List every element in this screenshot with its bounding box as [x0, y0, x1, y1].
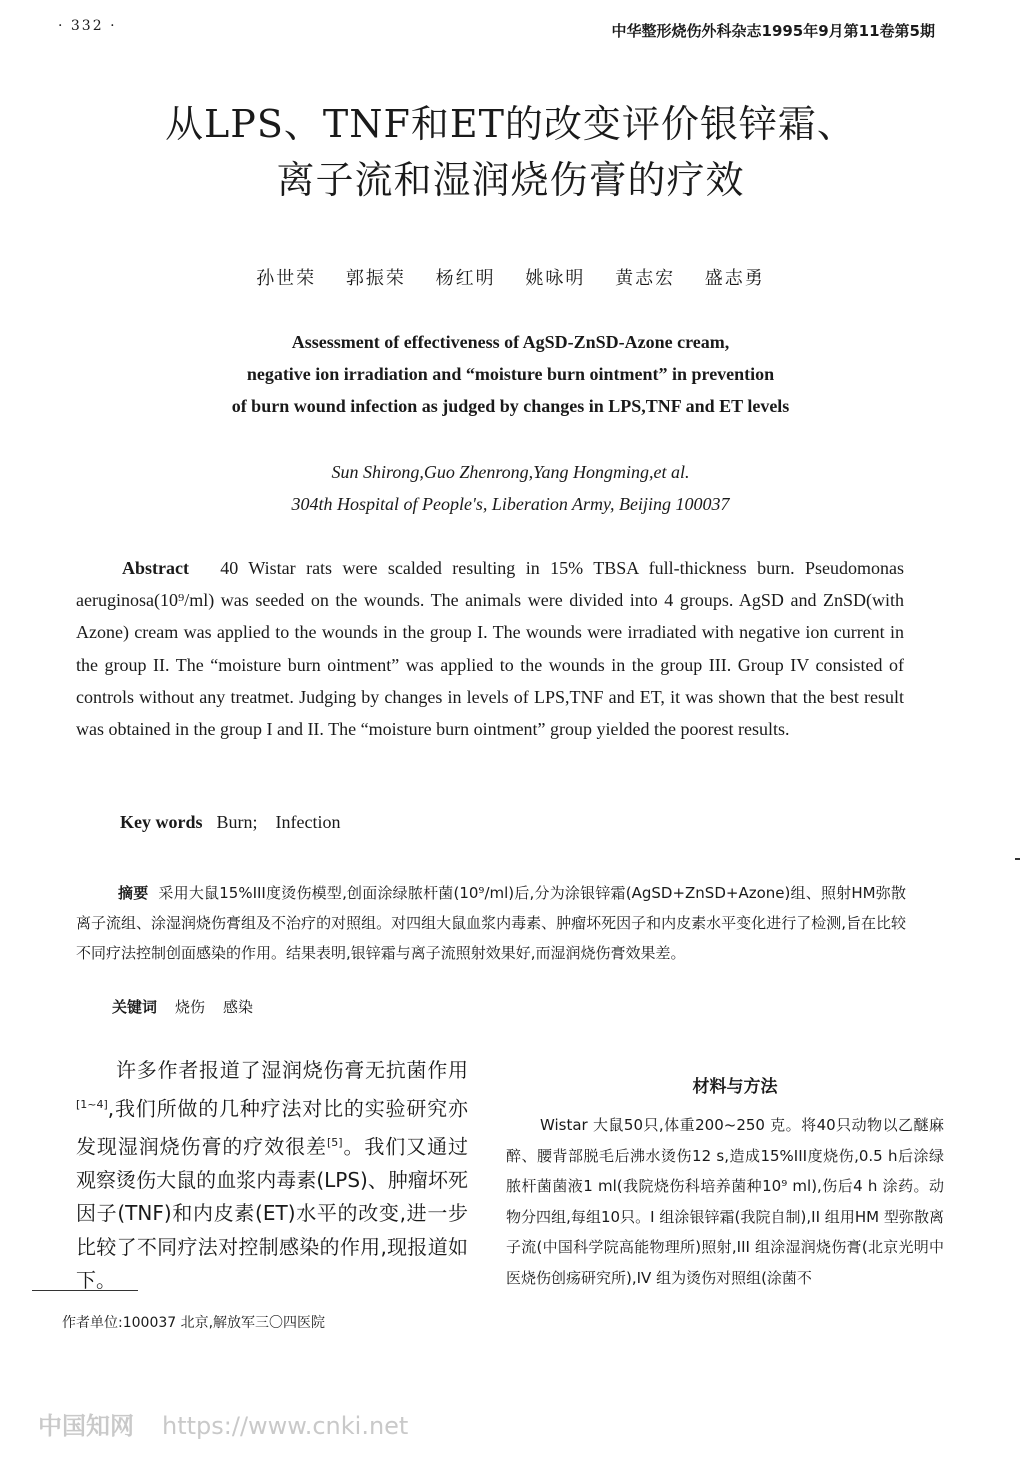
authors-en-affiliation: 304th Hospital of People's, Liberation Army, Beijing 100037: [291, 494, 730, 514]
title-cn: [0, 96, 1021, 208]
watermark-url: https://www.cnki.net: [162, 1412, 409, 1440]
intro-ref-2: [5]: [326, 1135, 343, 1149]
footnote: 作者单位:100037 北京,解放军三〇四医院: [62, 1315, 326, 1331]
watermark: [38, 1406, 408, 1441]
title-en: [0, 326, 1021, 422]
title-cn-line2: 离子流和湿润烧伤膏的疗效: [276, 158, 745, 202]
keywords-cn: [112, 996, 253, 1017]
intro-paragraph: [76, 1054, 468, 1298]
keyword-cn-2: 感染: [223, 998, 254, 1016]
title-en-line1: Assessment of effectiveness of AgSD-ZnSD-Azone cream,: [291, 332, 730, 352]
abstract-en-label: Abstract: [122, 558, 189, 578]
title-en-line2: negative ion irradiation and “moisture burn ointment” in prevention: [246, 364, 775, 384]
title-cn-line1: 从LPS、TNF和ET的改变评价银锌霜、: [165, 102, 856, 146]
watermark-brand: 中国知网: [38, 1412, 134, 1440]
title-en-line3: of burn wound infection as judged by changes in LPS,TNF and ET levels: [231, 396, 790, 416]
authors-en-names: Sun Shirong,Guo Zhenrong,Yang Hongming,et al.: [331, 462, 690, 482]
journal-header: 中华整形烧伤外科杂志1995年9月第11卷第5期: [611, 22, 935, 40]
methods-paragraph: Wistar 大鼠50只,体重200~250 克。将40只动物以乙醚麻醉、腰背部脱毛后沸水烫伤12 s,造成15%III度烧伤,0.5 h后涂绿脓杆菌菌液1 ml(我院烧伤科培养菌种10⁹ ml),伤后4 h 涂药。动物分四组,每组10只。I 组涂银锌霜(我院自制),II 组用HM 型弥散离子流(中国科学院高能物理所)照射,III 组涂湿润烧伤膏(北京光明中医烧伤创疡研究所),IV 组为烫伤对照组(涂菌不: [506, 1116, 944, 1287]
intro-text-3: 。我们又通过观察烫伤大鼠的血浆内毒素(LPS)、肿瘤坏死因子(TNF)和内皮素(ET)水平的改变,进一步比较了不同疗法对控制感染的作用,现报道如下。: [76, 1134, 468, 1293]
keyword-en-1: Burn;: [216, 812, 258, 832]
keyword-cn-1: 烧伤: [175, 998, 206, 1016]
intro-ref-1: [1~4]: [76, 1097, 108, 1111]
page-number: · 332 ·: [58, 18, 117, 34]
intro-text-2: ,我们所做的几种疗法对比的实验研究亦发现湿润烧伤膏的疗效很差: [76, 1096, 468, 1159]
abstract-cn-label: 摘要: [118, 884, 149, 902]
keywords-en: [120, 812, 340, 833]
abstract-cn: [76, 878, 906, 968]
keywords-cn-label: 关键词: [112, 998, 158, 1016]
footnote-rule: [32, 1290, 138, 1291]
abstract-en-text: 40 Wistar rats were scalded resulting in 15% TBSA full-thickness burn. Pseudomonas aeruginosa(10⁹/ml) was seeded on the wounds. The animals were divided into 4 groups. AgSD and ZnSD(with Azone) cream was applied to the wounds in the group I. The wounds were irradiated with negative ion current in the group II. The “moisture burn ointment” was applied to the wounds in the group III. Group IV consisted of controls without any treatmet. Judging by changes in levels of LPS,TNF and ET, it was shown that the best result was obtained in the group I and II. The “moisture burn ointment” group yielded the poorest results.: [76, 558, 905, 740]
keywords-en-label: Key words: [120, 812, 203, 832]
authors-en: [0, 456, 1021, 520]
abstract-cn-text: 采用大鼠15%III度烫伤模型,创面涂绿脓杆菌(10⁹/ml)后,分为涂银锌霜(AgSD+ZnSD+Azone)组、照射HM弥散离子流组、涂湿润烧伤膏组及不治疗的对照组。对四组大鼠血浆内毒素、肿瘤坏死因子和内皮素水平变化进行了检测,旨在比较不同疗法控制创面感染的作用。结果表明,银锌霜与离子流照射效果好,而湿润烧伤膏效果差。: [76, 884, 906, 962]
section-heading-methods: 材料与方法: [692, 1077, 778, 1097]
margin-mark: [1015, 858, 1020, 860]
keyword-en-2: Infection: [275, 812, 341, 832]
abstract-en: [76, 552, 904, 745]
intro-text-1: 许多作者报道了湿润烧伤膏无抗菌作用: [116, 1058, 468, 1082]
authors-cn: 孙世荣 郭振荣 杨红明 姚咏明 黄志宏 盛志勇: [256, 268, 765, 289]
